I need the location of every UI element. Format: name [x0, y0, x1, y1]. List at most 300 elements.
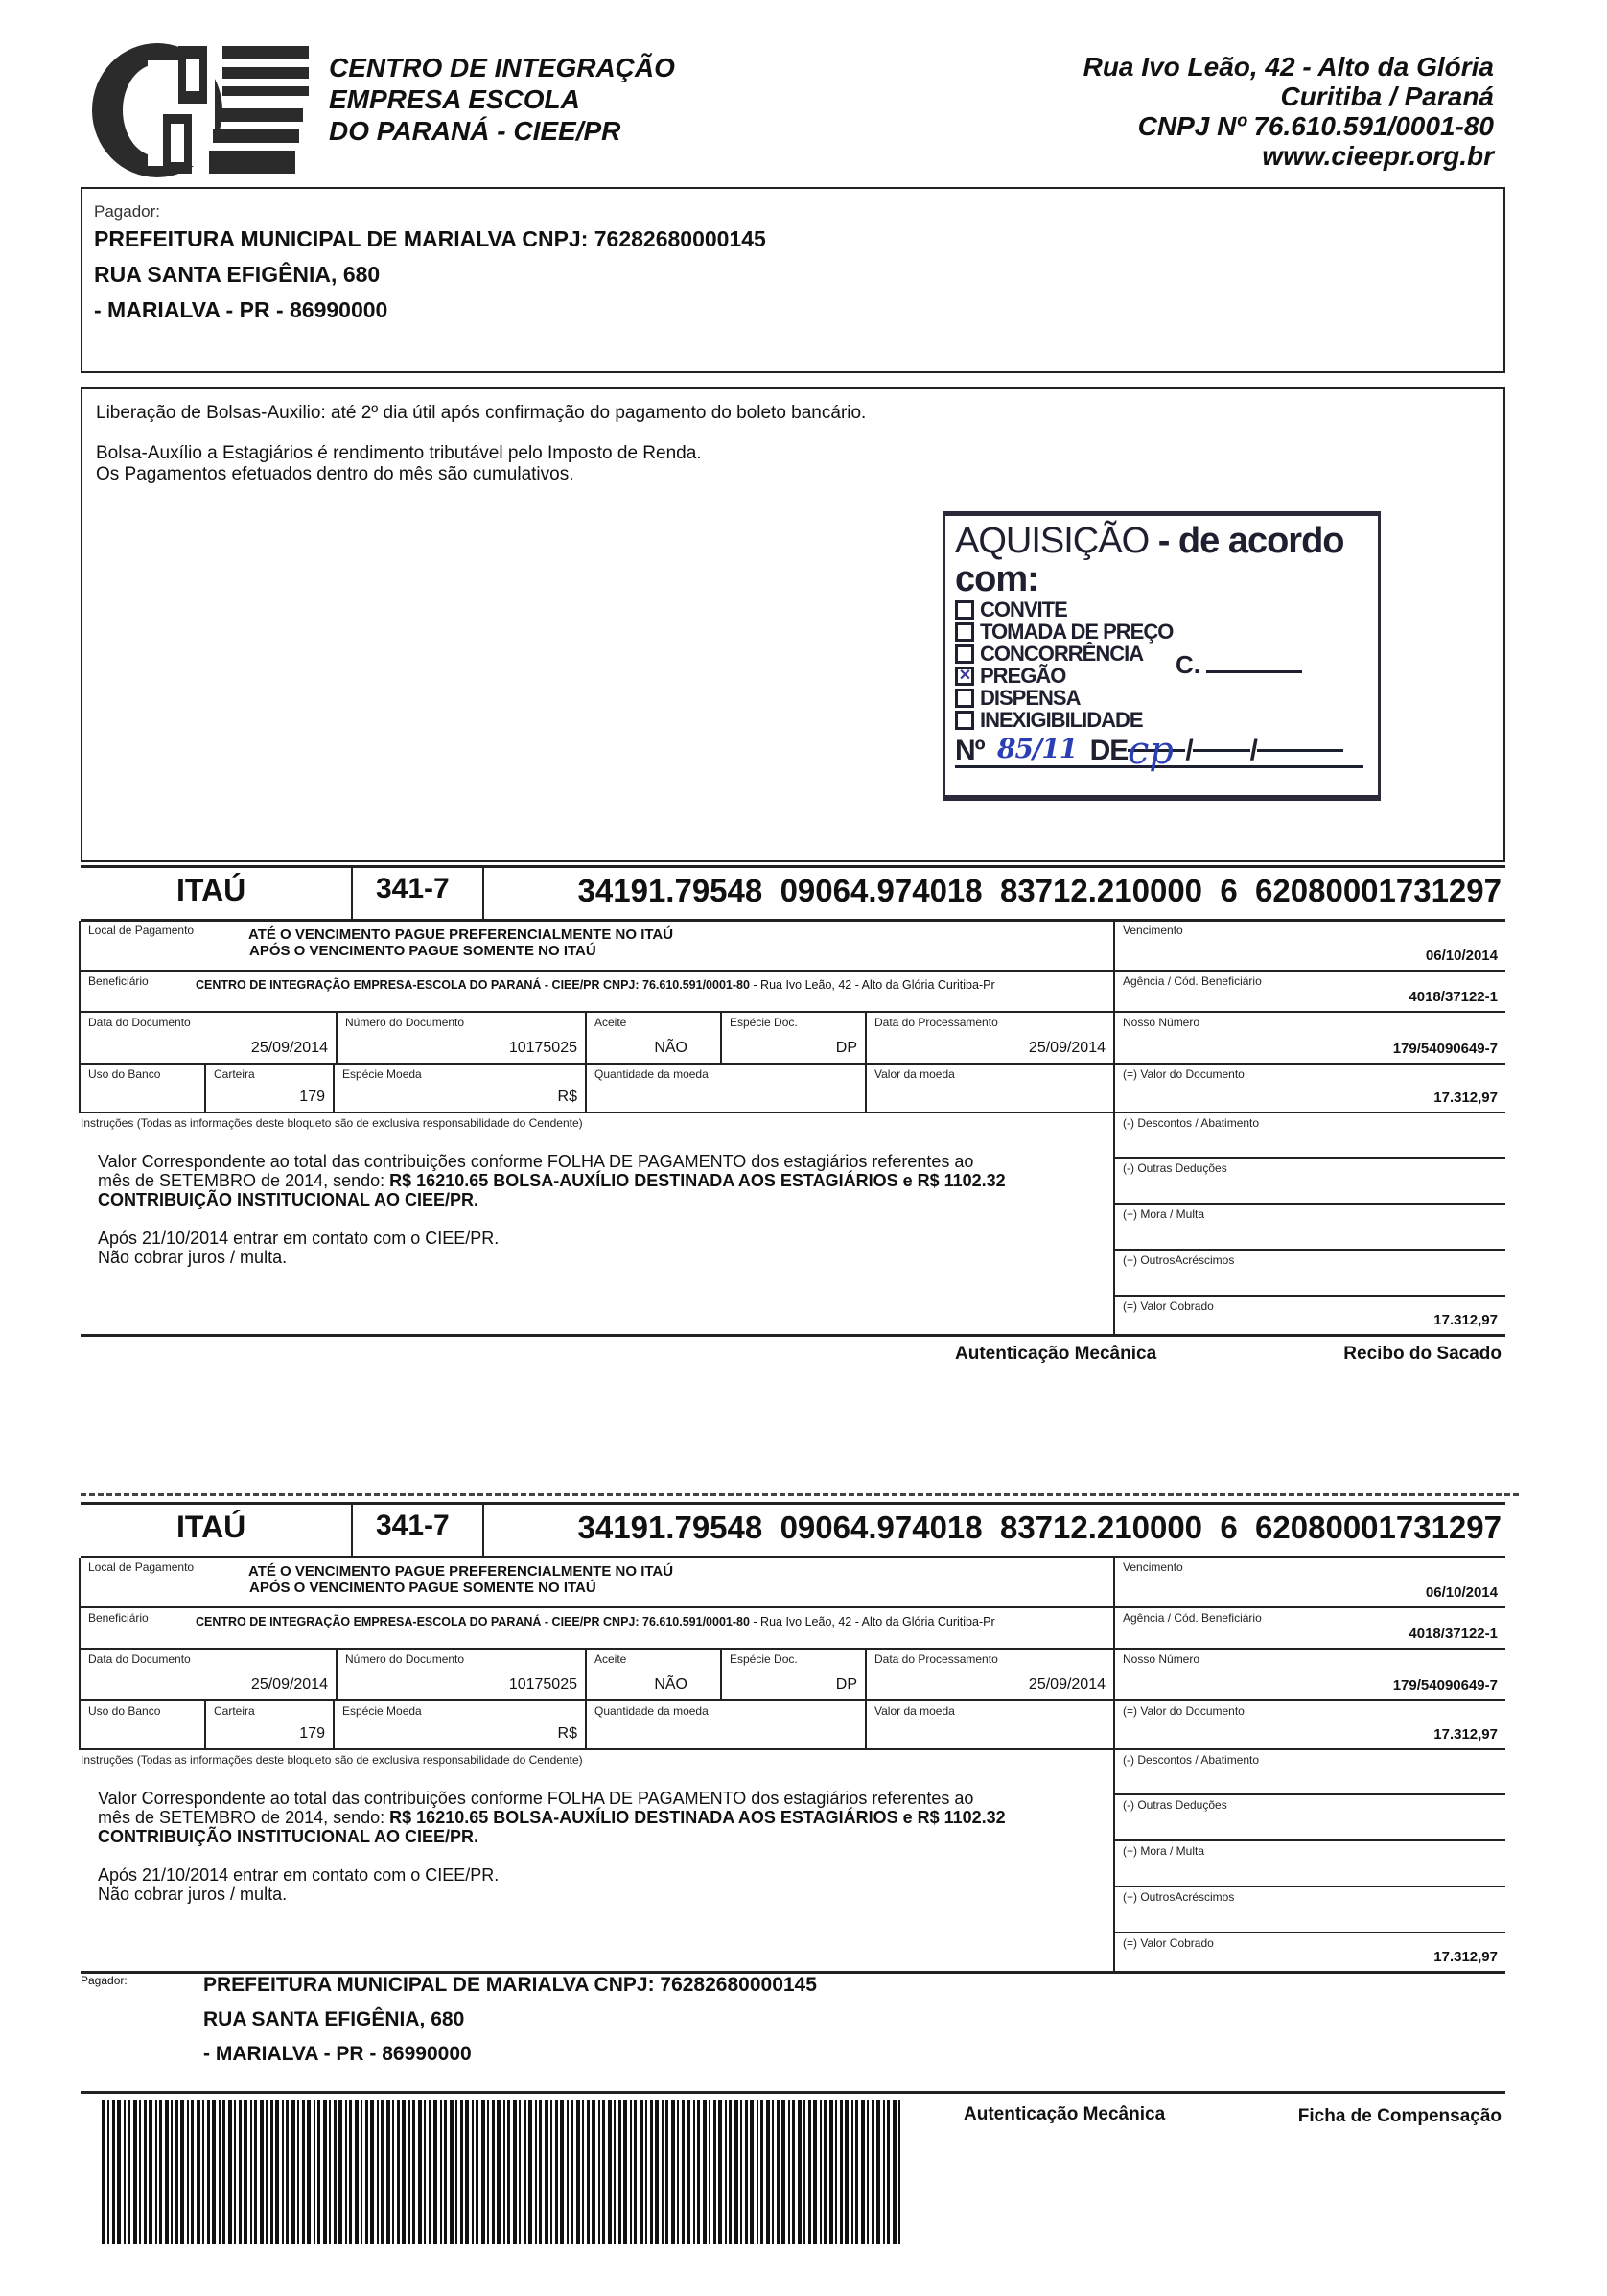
- barcode-bar: [740, 2100, 742, 2244]
- barcode-bar: [334, 2100, 337, 2244]
- barcode-bar: [582, 2100, 584, 2244]
- address-line: Rua Ivo Leão, 42 - Alto da Glória: [1083, 52, 1494, 82]
- barcode-bar: [757, 2100, 758, 2244]
- barcode-bar: [898, 2100, 900, 2244]
- numero-documento: 10175025: [508, 1676, 577, 1693]
- barcode-bar: [107, 2100, 109, 2244]
- agencia-cell: [1113, 1608, 1505, 1650]
- barcode-bar: [550, 2100, 552, 2244]
- ficha-compensacao-label: Ficha de Compensação: [1297, 2106, 1502, 2126]
- instr-line: Valor Correspondente ao total das contribuições conforme FOLHA DE PAGAMENTO dos estagiários referentes ao: [98, 1789, 974, 1808]
- valor-moeda-cell: [865, 1701, 1113, 1750]
- local-line: ATÉ O VENCIMENTO PAGUE PREFERENCIALMENTE NO ITAÚ: [248, 1563, 674, 1580]
- field-label: Agência / Cód. Beneficiário: [1123, 974, 1262, 988]
- local-pagamento-cell: [79, 921, 1113, 972]
- barcode-bar: [455, 2100, 457, 2244]
- barcode-bar: [560, 2100, 564, 2244]
- field-label: Beneficiário: [88, 974, 149, 988]
- barcode-bar: [133, 2100, 137, 2244]
- barcode-bar: [450, 2100, 454, 2244]
- barcode-bar: [665, 2100, 668, 2244]
- barcode-bar: [345, 2100, 347, 2244]
- bank-name: ITAÚ: [176, 873, 246, 907]
- beneficiario-cell: [79, 972, 1113, 1013]
- barcode-bar: [429, 2100, 431, 2244]
- bank-name: ITAÚ: [176, 1510, 246, 1544]
- field-label: (=) Valor Cobrado: [1123, 1936, 1214, 1950]
- option-label: CONCORRÊNCIA: [980, 642, 1144, 666]
- barcode-bar: [117, 2100, 121, 2244]
- aceite: NÃO: [654, 1040, 687, 1056]
- field-label: Número do Documento: [345, 1652, 465, 1666]
- barcode-bar: [112, 2100, 115, 2244]
- barcode-bar: [355, 2100, 359, 2244]
- beneficiario-name: CENTRO DE INTEGRAÇÃO EMPRESA-ESCOLA DO PARANÁ - CIEE/PR CNPJ: 76.610.591/0001-80: [196, 978, 750, 992]
- nosso-numero-cell: [1113, 1013, 1505, 1065]
- checkbox-icon: ✕: [955, 667, 974, 686]
- cnpj-line: CNPJ Nº 76.610.591/0001-80: [1137, 111, 1494, 141]
- aceite-cell: [585, 1013, 720, 1065]
- descontos-cell: [1113, 1750, 1505, 1795]
- de-label: DE: [1089, 734, 1129, 766]
- barcode-bar: [465, 2100, 469, 2244]
- field-label: (-) Outras Deduções: [1123, 1161, 1227, 1175]
- barcode-bar: [219, 2100, 221, 2244]
- barcode-bar: [772, 2100, 774, 2244]
- instr-line-bold: R$ 16210.65 BOLSA-AUXÍLIO DESTINADA AOS ESTAGIÁRIOS e R$ 1102.32: [389, 1808, 1006, 1827]
- data-processamento-cell: [865, 1013, 1113, 1065]
- agencia: 4018/37122-1: [1409, 989, 1498, 1005]
- field-label: (-) Outras Deduções: [1123, 1798, 1227, 1812]
- barcode-bar: [314, 2100, 315, 2244]
- barcode-bar: [497, 2100, 501, 2244]
- barcode-bar: [893, 2100, 897, 2244]
- barcode-bar: [187, 2100, 189, 2244]
- instr-line: mês de SETEMBRO de 2014, sendo:: [98, 1171, 390, 1190]
- barcode-bar: [725, 2100, 727, 2244]
- barcode-bar: [829, 2100, 833, 2244]
- payer-name: PREFEITURA MUNICIPAL DE MARIALVA CNPJ: 76282680000145: [94, 226, 766, 251]
- stamp-title-b: - de acordo com:: [955, 521, 1344, 599]
- field-label: Espécie Moeda: [342, 1704, 422, 1718]
- field-label: Aceite: [594, 1016, 627, 1029]
- especie-doc: DP: [835, 1040, 857, 1056]
- barcode-bar: [567, 2100, 569, 2244]
- barcode-bar: [682, 2100, 685, 2244]
- field-label: Quantidade da moeda: [594, 1067, 709, 1081]
- stamp-option: [955, 598, 1368, 621]
- barcode-bar: [270, 2100, 273, 2244]
- barcode-bar: [212, 2100, 216, 2244]
- barcode-bar: [418, 2100, 422, 2244]
- barcode-bar: [503, 2100, 505, 2244]
- acrescimos-cell: [1113, 1251, 1505, 1297]
- field-label: Data do Documento: [88, 1652, 191, 1666]
- barcode-bar: [412, 2100, 415, 2244]
- beneficiario-address: - Rua Ivo Leão, 42 - Alto da Glória Curitiba-Pr: [753, 978, 995, 992]
- barcode-bar: [630, 2100, 632, 2244]
- field-label: Número do Documento: [345, 1016, 465, 1029]
- org-line: EMPRESA ESCOLA: [329, 84, 580, 114]
- checkbox-icon: [955, 689, 974, 708]
- barcode-bar: [640, 2100, 643, 2244]
- recibo-sacado-label: Recibo do Sacado: [1343, 1344, 1502, 1364]
- instr-line: mês de SETEMBRO de 2014, sendo:: [98, 1808, 390, 1827]
- barcode-bar: [876, 2100, 880, 2244]
- valor-documento-cell: [1113, 1065, 1505, 1113]
- instrucoes: [81, 1750, 1113, 1974]
- carteira-cell: [204, 1065, 333, 1113]
- barcode-bar: [734, 2100, 738, 2244]
- option-label: TOMADA DE PREÇO: [980, 620, 1174, 644]
- barcode-bar: [820, 2100, 822, 2244]
- local-pagamento-cell: [79, 1558, 1113, 1608]
- org-line: CENTRO DE INTEGRAÇÃO: [329, 53, 675, 82]
- barcode-bar: [250, 2100, 252, 2244]
- barcode-bar: [128, 2100, 130, 2244]
- checkbox-icon: [955, 600, 974, 620]
- numero-documento-cell: [336, 1013, 585, 1065]
- barcode-bar: [798, 2100, 802, 2244]
- boleto-ficha: [81, 1502, 1505, 2001]
- payer-label: Pagador:: [94, 202, 160, 221]
- beneficiario: [196, 978, 995, 992]
- especie-moeda: R$: [557, 1725, 577, 1742]
- agencia: 4018/37122-1: [1409, 1626, 1498, 1642]
- barcode-bar: [539, 2100, 542, 2244]
- barcode-bar: [365, 2100, 368, 2244]
- field-label: Vencimento: [1123, 924, 1183, 937]
- instr-line-bold: CONTRIBUIÇÃO INSTITUCIONAL AO CIEE/PR.: [98, 1190, 479, 1209]
- descontos-cell: [1113, 1113, 1505, 1159]
- info-text: Os Pagamentos efetuados dentro do mês são cumulativos.: [96, 464, 574, 484]
- barcode-bar: [592, 2100, 595, 2244]
- barcode-bar: [487, 2100, 489, 2244]
- local-pagamento: [248, 926, 673, 959]
- info-text: Bolsa-Auxílio a Estagiários é rendimento tributável pelo Imposto de Renda.: [96, 443, 702, 463]
- barcode-bar: [397, 2100, 400, 2244]
- especie-doc-cell: [720, 1013, 865, 1065]
- barcode-bar: [855, 2100, 858, 2244]
- date-sep: /: [1249, 734, 1257, 766]
- field-label: Data do Documento: [88, 1016, 191, 1029]
- barcode-bar: [571, 2100, 573, 2244]
- field-label: Instruções (Todas as informações deste bloqueto são de exclusiva responsabilidade do Cendente): [81, 1116, 583, 1130]
- c-label: C.: [1176, 650, 1200, 679]
- barcode-bar: [804, 2100, 805, 2244]
- barcode-bar: [275, 2100, 279, 2244]
- barcode-bar: [872, 2100, 874, 2244]
- data-documento: 25/09/2014: [250, 1040, 328, 1056]
- instr-line-bold: CONTRIBUIÇÃO INSTITUCIONAL AO CIEE/PR.: [98, 1827, 479, 1846]
- payer-box: [81, 187, 1505, 373]
- barcode-bar: [408, 2100, 410, 2244]
- carteira: 179: [299, 1089, 325, 1105]
- barcode-bar: [693, 2100, 695, 2244]
- barcode-bar: [576, 2100, 580, 2244]
- barcode-bar: [260, 2100, 264, 2244]
- barcode-bar: [124, 2100, 126, 2244]
- carteira-cell: [204, 1701, 333, 1750]
- bank-code: 341-7: [376, 1510, 450, 1541]
- checkbox-icon: [955, 644, 974, 664]
- carteira: 179: [299, 1725, 325, 1742]
- field-label: Instruções (Todas as informações deste bloqueto são de exclusiva responsabilidade do Cendente): [81, 1753, 583, 1767]
- barcode-bar: [317, 2100, 320, 2244]
- barcode-bar: [887, 2100, 890, 2244]
- stamp-option: [955, 643, 1368, 665]
- field-label: (=) Valor do Documento: [1123, 1067, 1245, 1081]
- barcode-bar: [165, 2100, 169, 2244]
- data-documento-cell: [79, 1650, 336, 1701]
- barcode-bar: [297, 2100, 299, 2244]
- barcode-bar: [650, 2100, 653, 2244]
- beneficiario: [196, 1615, 995, 1628]
- barcode-bar: [777, 2100, 780, 2244]
- barcode-bar: [808, 2100, 811, 2244]
- field-label: (-) Descontos / Abatimento: [1123, 1116, 1260, 1130]
- option-label: INEXIGIBILIDADE: [980, 708, 1143, 732]
- valor-documento: 17.312,97: [1433, 1089, 1498, 1106]
- barcode-bar: [851, 2100, 853, 2244]
- barcode-bar: [840, 2100, 843, 2244]
- nosso-numero: 179/54090649-7: [1392, 1041, 1498, 1057]
- barcode-bar: [677, 2100, 679, 2244]
- field-label: Data do Processamento: [874, 1016, 998, 1029]
- payer-block: [203, 1968, 817, 2072]
- barcode-bar: [159, 2100, 162, 2244]
- instr-line: Após 21/10/2014 entrar em contato com o CIEE/PR.: [98, 1865, 500, 1885]
- barcode-bar: [370, 2100, 374, 2244]
- barcode-bar: [861, 2100, 865, 2244]
- acquisition-stamp: [943, 511, 1381, 801]
- barcode-bar: [202, 2100, 204, 2244]
- linha-digitavel[interactable]: 34191.79548 09064.974018 83712.210000 6 62080001731297: [577, 873, 1502, 908]
- barcode-bar: [703, 2100, 707, 2244]
- barcode-bar: [602, 2100, 605, 2244]
- barcode-bar: [244, 2100, 247, 2244]
- linha-digitavel[interactable]: 34191.79548 09064.974018 83712.210000 6 62080001731297: [577, 1510, 1502, 1545]
- ciee-logo: [90, 41, 314, 178]
- barcode-bar: [149, 2100, 152, 2244]
- barcode-bar: [329, 2100, 331, 2244]
- field-label: (=) Valor Cobrado: [1123, 1300, 1214, 1313]
- barcode-bar: [228, 2100, 232, 2244]
- barcode-bar: [623, 2100, 627, 2244]
- field-label: Espécie Moeda: [342, 1067, 422, 1081]
- stamp-options: [955, 598, 1368, 731]
- field-label: (-) Descontos / Abatimento: [1123, 1753, 1260, 1767]
- field-label: Valor da moeda: [874, 1704, 955, 1718]
- barcode-bar: [191, 2100, 194, 2244]
- field-label: Carteira: [214, 1704, 255, 1718]
- nosso-numero-cell: [1113, 1650, 1505, 1701]
- barcode-bar: [760, 2100, 763, 2244]
- barcode-bar: [697, 2100, 700, 2244]
- local-line: APÓS O VENCIMENTO PAGUE SOMENTE NO ITAÚ: [249, 1580, 596, 1596]
- field-label: Data do Processamento: [874, 1652, 998, 1666]
- signature: cp: [1128, 729, 1175, 773]
- payer-city: - MARIALVA - PR - 86990000: [203, 2043, 472, 2065]
- barcode-bar: [386, 2100, 390, 2244]
- barcode-bar: [614, 2100, 616, 2244]
- boleto-recibo: [81, 865, 1505, 1364]
- field-label: Valor da moeda: [874, 1067, 955, 1081]
- barcode-bar: [608, 2100, 612, 2244]
- quantidade-moeda-cell: [585, 1701, 865, 1750]
- barcode-bar: [781, 2100, 785, 2244]
- stamp-option: [955, 665, 1368, 687]
- barcode-bar: [835, 2100, 837, 2244]
- field-label: (+) Mora / Multa: [1123, 1207, 1205, 1221]
- numero-value: 85/11: [985, 733, 1090, 768]
- barcode-bar: [222, 2100, 225, 2244]
- field-label: Uso do Banco: [88, 1067, 161, 1081]
- instrucoes-text: [98, 1152, 1006, 1267]
- instr-line: Não cobrar juros / multa.: [98, 1885, 288, 1904]
- barcode-bar: [338, 2100, 342, 2244]
- payer-street: RUA SANTA EFIGÊNIA, 680: [203, 2008, 465, 2030]
- numero-documento-cell: [336, 1650, 585, 1701]
- beneficiario-name: CENTRO DE INTEGRAÇÃO EMPRESA-ESCOLA DO PARANÁ - CIEE/PR CNPJ: 76.610.591/0001-80: [196, 1615, 750, 1628]
- instr-line: Valor Correspondente ao total das contribuições conforme FOLHA DE PAGAMENTO dos estagiários referentes ao: [98, 1152, 974, 1171]
- barcode-bar: [671, 2100, 675, 2244]
- option-label: DISPENSA: [980, 686, 1081, 710]
- vencimento-cell: [1113, 921, 1505, 972]
- barcode-bar: [618, 2100, 621, 2244]
- stamp-title: [955, 522, 1368, 598]
- barcode-bar: [175, 2100, 178, 2244]
- barcode-bar: [377, 2100, 379, 2244]
- barcode-bar: [460, 2100, 463, 2244]
- website-link[interactable]: www.cieepr.org.br: [1262, 141, 1494, 171]
- local-line: ATÉ O VENCIMENTO PAGUE PREFERENCIALMENTE NO ITAÚ: [248, 926, 674, 943]
- instrucoes: [81, 1113, 1113, 1337]
- address-line: Curitiba / Paraná: [1280, 82, 1494, 111]
- mora-cell: [1113, 1205, 1505, 1251]
- field-label: Uso do Banco: [88, 1704, 161, 1718]
- barcode-bar: [286, 2100, 289, 2244]
- barcode-bar: [144, 2100, 147, 2244]
- valor-moeda-cell: [865, 1065, 1113, 1113]
- barcode-bar: [709, 2100, 710, 2244]
- barcode-bar: [745, 2100, 748, 2244]
- beneficiario-cell: [79, 1608, 1113, 1650]
- barcode-bar: [718, 2100, 722, 2244]
- outras-deducoes-cell: [1113, 1795, 1505, 1841]
- barcode-bar: [645, 2100, 647, 2244]
- stamp-option: [955, 687, 1368, 709]
- barcode-bar: [867, 2100, 869, 2244]
- barcode-bar: [444, 2100, 447, 2244]
- barcode-bar: [476, 2100, 478, 2244]
- vencimento: 06/10/2014: [1425, 1584, 1498, 1601]
- autenticacao-label: Autenticação Mecânica: [964, 2104, 1166, 2124]
- payer-street: RUA SANTA EFIGÊNIA, 680: [94, 262, 381, 287]
- barcode-bar: [307, 2100, 311, 2244]
- barcode-bar: [139, 2100, 141, 2244]
- field-label: Quantidade da moeda: [594, 1704, 709, 1718]
- instr-line: Após 21/10/2014 entrar em contato com o CIEE/PR.: [98, 1229, 500, 1248]
- barcode-bar: [513, 2100, 517, 2244]
- data-documento-cell: [79, 1013, 336, 1065]
- instr-line: Não cobrar juros / multa.: [98, 1248, 288, 1267]
- barcode-bar: [254, 2100, 257, 2244]
- barcode-bar: [535, 2100, 537, 2244]
- valor-cobrado-cell: [1113, 1297, 1505, 1337]
- numero-label: Nº: [955, 734, 985, 766]
- especie-doc-cell: [720, 1650, 865, 1701]
- barcode-bar: [234, 2100, 236, 2244]
- quantidade-moeda-cell: [585, 1065, 865, 1113]
- barcode-bar: [655, 2100, 659, 2244]
- barcode-bar: [792, 2100, 795, 2244]
- barcode-bar: [402, 2100, 406, 2244]
- barcode-bar: [587, 2100, 590, 2244]
- barcode-bar: [662, 2100, 664, 2244]
- barcode-bar: [729, 2100, 732, 2244]
- valor-cobrado: 17.312,97: [1433, 1312, 1498, 1328]
- field-label: Nosso Número: [1123, 1652, 1200, 1666]
- field-label: Nosso Número: [1123, 1016, 1200, 1029]
- barcode-bar: [788, 2100, 790, 2244]
- aceite-cell: [585, 1650, 720, 1701]
- barcode-bar: [472, 2100, 474, 2244]
- payer-label: Pagador:: [81, 1974, 128, 1987]
- beneficiario-address: - Rua Ivo Leão, 42 - Alto da Glória Curitiba-Pr: [753, 1615, 995, 1628]
- especie-moeda-cell: [333, 1065, 585, 1113]
- barcode-bar: [481, 2100, 485, 2244]
- autenticacao-label: Autenticação Mecânica: [955, 1344, 1157, 1364]
- vencimento-cell: [1113, 1558, 1505, 1608]
- uso-banco-cell: [79, 1065, 204, 1113]
- barcode-bar: [824, 2100, 827, 2244]
- barcode-bar: [282, 2100, 284, 2244]
- local-line: APÓS O VENCIMENTO PAGUE SOMENTE NO ITAÚ: [249, 943, 596, 959]
- field-label: Espécie Doc.: [730, 1652, 798, 1666]
- checkbox-icon: [955, 711, 974, 730]
- valor-documento: 17.312,97: [1433, 1726, 1498, 1743]
- local-pagamento: [248, 1563, 673, 1596]
- barcode-bar: [634, 2100, 637, 2244]
- barcode-bar: [598, 2100, 600, 2244]
- barcode-bar: [713, 2100, 716, 2244]
- acrescimos-cell: [1113, 1887, 1505, 1933]
- stamp-title-a: AQUISIÇÃO: [955, 521, 1150, 561]
- barcode-bar: [555, 2100, 558, 2244]
- barcode-bar: [507, 2100, 510, 2244]
- especie-moeda-cell: [333, 1701, 585, 1750]
- option-label: PREGÃO: [980, 664, 1066, 688]
- barcode-bar: [171, 2100, 173, 2244]
- barcode-bar: [266, 2100, 268, 2244]
- aceite: NÃO: [654, 1676, 687, 1693]
- stamp-option: [955, 709, 1368, 731]
- barcode: [102, 2100, 907, 2244]
- barcode-bar: [524, 2100, 526, 2244]
- barcode-bar: [424, 2100, 426, 2244]
- uso-banco-cell: [79, 1701, 204, 1750]
- barcode-bar: [528, 2100, 532, 2244]
- barcode-bar: [180, 2100, 184, 2244]
- field-label: Vencimento: [1123, 1560, 1183, 1574]
- barcode-bar: [323, 2100, 327, 2244]
- barcode-bar: [440, 2100, 442, 2244]
- barcode-bar: [392, 2100, 394, 2244]
- field-label: (+) OutrosAcréscimos: [1123, 1253, 1235, 1267]
- barcode-bar: [883, 2100, 885, 2244]
- barcode-bar: [302, 2100, 305, 2244]
